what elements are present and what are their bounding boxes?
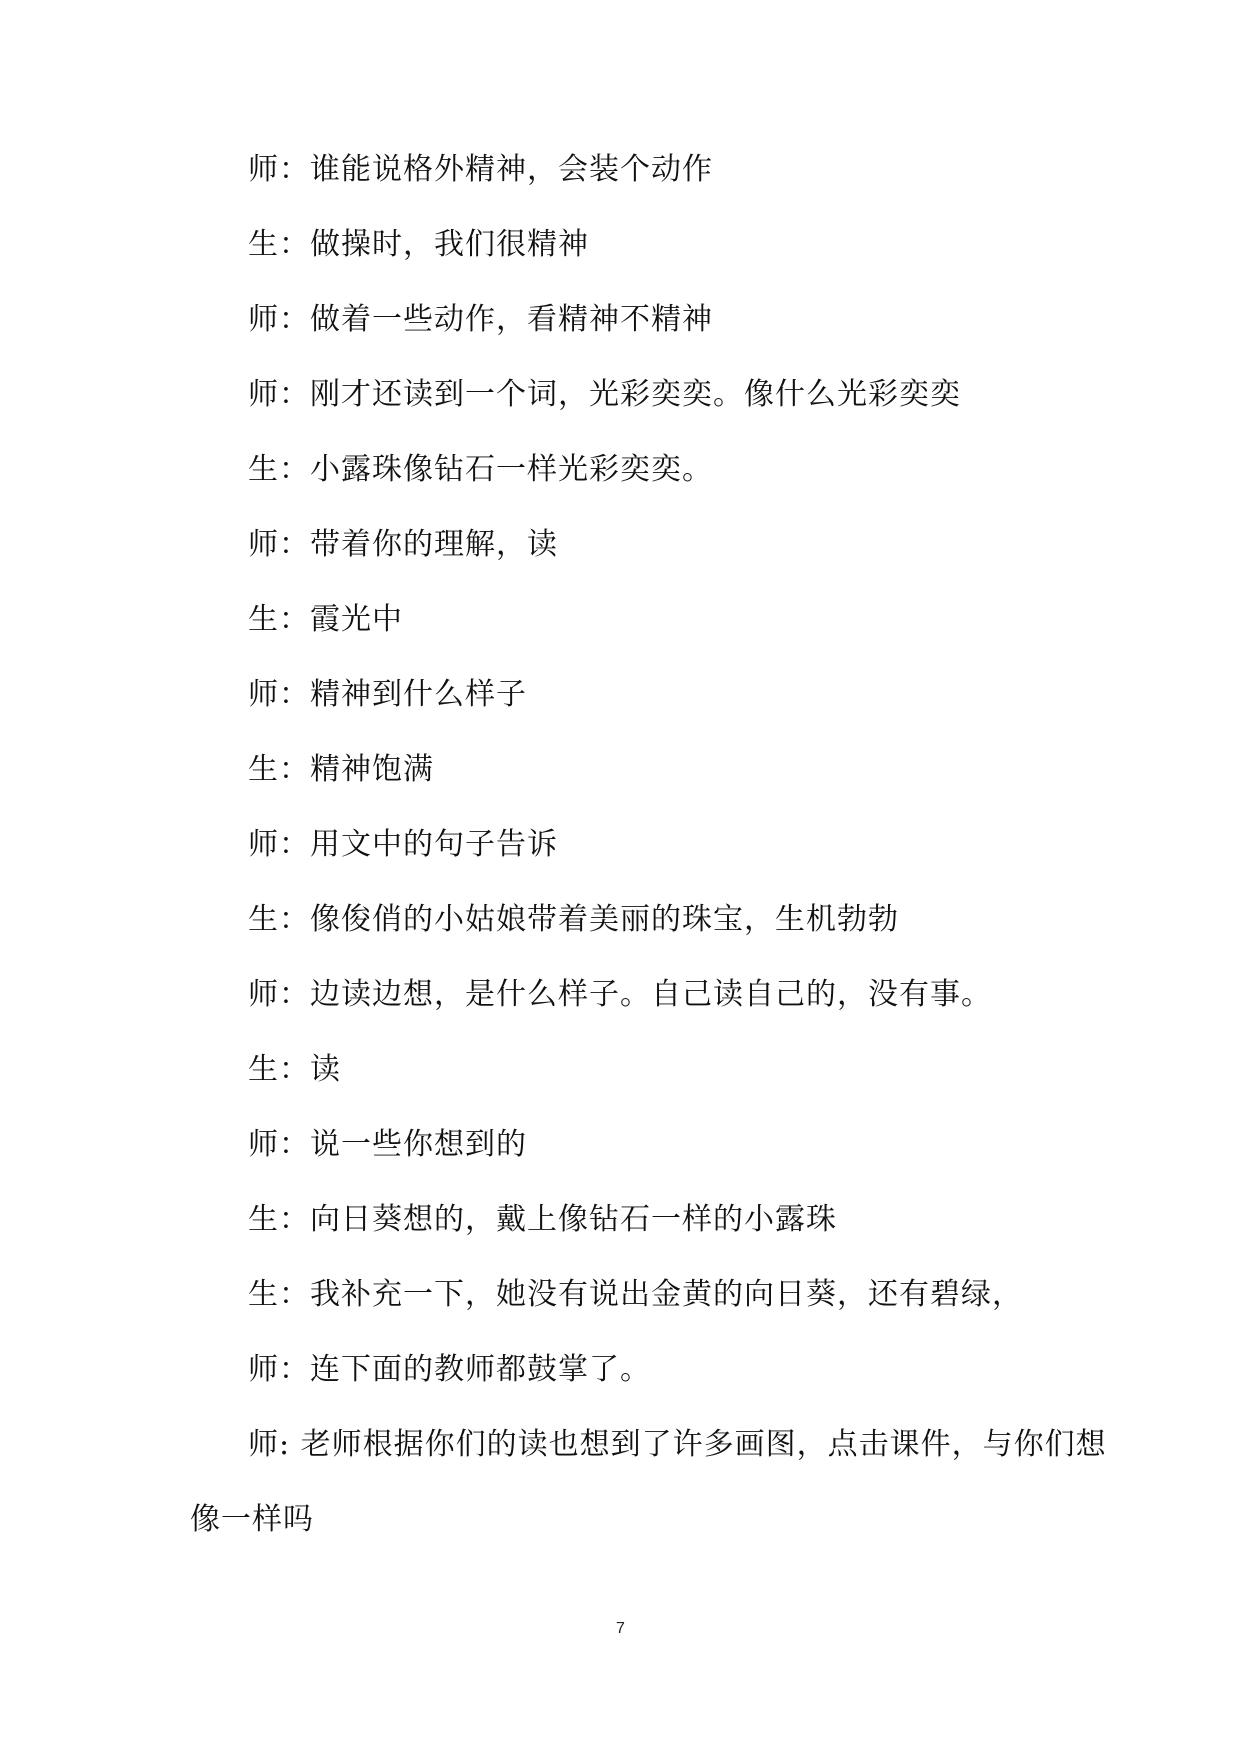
dialogue-line: 生：我补充一下，她没有说出金黄的向日葵，还有碧绿， [248, 1277, 1023, 1312]
dialogue-line: 师：用文中的句子告诉 [248, 827, 558, 862]
dialogue-line: 生：读 [248, 1052, 341, 1087]
dialogue-line: 师：连下面的教师都鼓掌了。 [248, 1352, 651, 1387]
dialogue-line: 师：做着一些动作，看精神不精神 [248, 302, 713, 337]
dialogue-line: 师：说一些你想到的 [248, 1127, 527, 1162]
dialogue-line: 师：精神到什么样子 [248, 677, 527, 712]
dialogue-line: 师：带着你的理解，读 [248, 527, 558, 562]
dialogue-line: 师：边读边想，是什么样子。自己读自己的，没有事。 [248, 977, 992, 1012]
dialogue-line: 生：做操时，我们很精神 [248, 227, 589, 262]
page-number: 7 [616, 1620, 625, 1637]
dialogue-line-continuation: 像一样吗 [190, 1502, 314, 1537]
dialogue-line: 生：小露珠像钻石一样光彩奕奕。 [248, 452, 713, 487]
dialogue-line: 生：向日葵想的，戴上像钻石一样的小露珠 [248, 1202, 837, 1237]
dialogue-line: 生：像俊俏的小姑娘带着美丽的珠宝，生机勃勃 [248, 902, 899, 937]
dialogue-line: 师: 老师根据你们的读也想到了许多画图，点击课件，与你们想 [248, 1427, 1107, 1462]
dialogue-line: 生：精神饱满 [248, 752, 434, 787]
dialogue-line: 师：刚才还读到一个词，光彩奕奕。像什么光彩奕奕 [248, 377, 961, 412]
dialogue-line: 生：霞光中 [248, 602, 403, 637]
dialogue-line: 师：谁能说格外精神，会装个动作 [248, 152, 713, 187]
